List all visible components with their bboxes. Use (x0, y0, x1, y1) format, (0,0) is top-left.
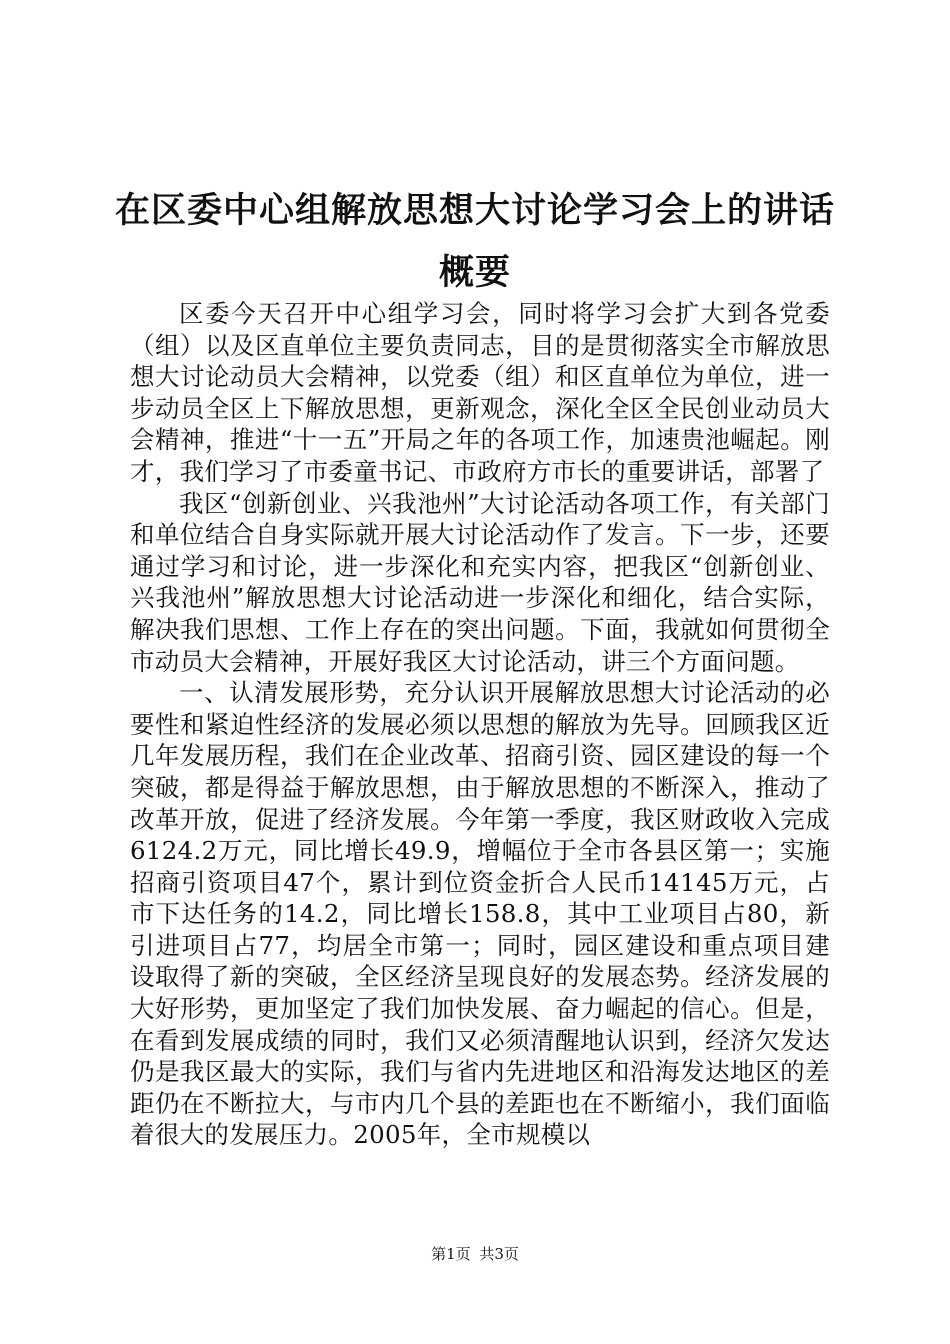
document-body (130, 298, 830, 1151)
page-total: 共3页 (479, 1245, 519, 1263)
paragraph-1: 区委今天召开中心组学习会，同时将学习会扩大到各党委（组）以及区直单位主要负责同志，目的是贯彻落实全市解放思想大讨论动员大会精神，以党委（组）和区直单位为单位，进一步动员全区上下解放思想，更新观念，深化全区全民创业动员大会精神，推进“十一五”开局之年的各项工作，加速贵池崛起。刚才，我们学习了市委童书记、市政府方市长的重要讲话，部署了 (130, 299, 830, 486)
paragraph-2: 我区“创新创业、兴我池州”大讨论活动各项工作，有关部门和单位结合自身实际就开展大讨论活动作了发言。下一步，还要通过学习和讨论，进一步深化和充实内容，把我区“创新创业、兴我池州”解放思想大讨论活动进一步深化和细化，结合实际，解决我们思想、工作上存在的突出问题。下面，我就如何贯彻全市动员大会精神，开展好我区大讨论活动，讲三个方面问题。 (130, 488, 830, 676)
page-footer (0, 1244, 950, 1264)
document-title: 在区委中心组解放思想大讨论学习会上的讲话概要 (114, 190, 835, 293)
page-number: 第1页 (431, 1245, 471, 1263)
paragraph-3: 一、认清发展形势，充分认识开展解放思想大讨论活动的必要性和紧迫性经济的发展必须以思想的解放为先导。回顾我区近几年发展历程，我们在企业改革、招商引资、园区建设的每一个突破，都是得益于解放思想，由于解放思想的不断深入，推动了改革开放，促进了经济发展。今年第一季度，我区财政收入完成6124.2万元，同比增长49.9，增幅位于全市各县区第一；实施招商引资项目47个，累计到位资金折合人民币14145万元，占市下达任务的14.2，同比增长158.8，其中工业项目占80，新引进项目占77，均居全市第一；同时，园区建设和重点项目建设取得了新的突破，全区经济呈现良好的发展态势。经济发展的大好形势，更加坚定了我们加快发展、奋力崛起的信心。但是，在看到发展成绩的同时，我们又必须清醒地认识到，经济欠发达仍是我区最大的实际，我们与省内先进地区和沿海发达地区的差距仍在不断拉大，与市内几个县的差距也在不断缩小，我们面临着很大的发展压力。2005年，全市规模以 (130, 678, 830, 1150)
